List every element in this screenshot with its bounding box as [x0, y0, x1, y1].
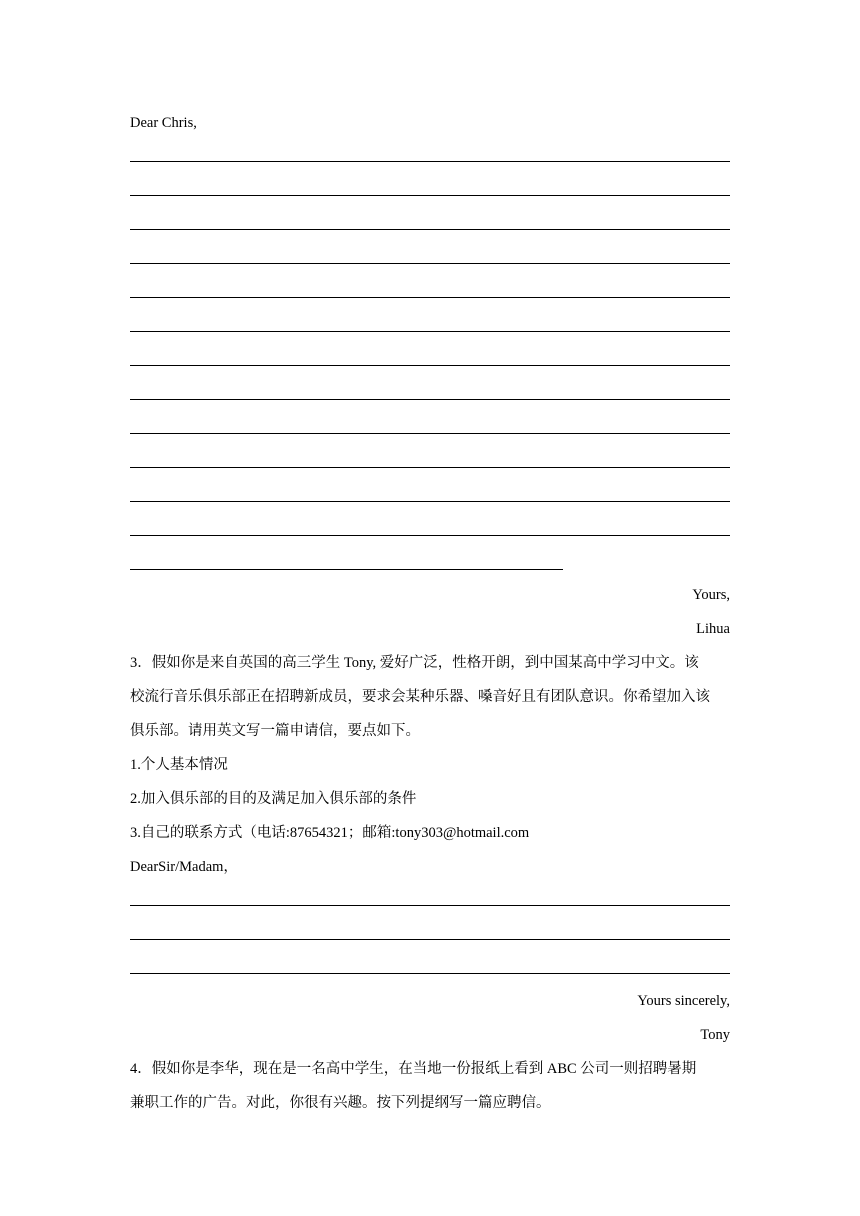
- question4-prompt-line: 4．假如你是李华，现在是一名高中学生，在当地一份报纸上看到 ABC 公司一则招聘暑期: [130, 1061, 697, 1077]
- letter1-closing: Yours,: [692, 587, 730, 603]
- question3-closing: Yours sincerely,: [637, 993, 730, 1009]
- writing-line: [130, 365, 730, 366]
- writing-line: [130, 195, 730, 196]
- writing-line: [130, 535, 730, 536]
- writing-line: [130, 939, 730, 940]
- question3-point: 3.自己的联系方式（电话:87654321；邮箱:tony303@hotmail.com: [130, 825, 530, 841]
- writing-line: [130, 501, 730, 502]
- question3-signature: Tony: [700, 1027, 730, 1043]
- writing-line: [130, 973, 730, 974]
- writing-line: [130, 297, 730, 298]
- writing-line: [130, 229, 730, 230]
- question3-prompt-line: 俱乐部。请用英文写一篇申请信，要点如下。: [130, 723, 420, 739]
- question3-prompt-line: 3．假如你是来自英国的高三学生 Tony, 爱好广泛，性格开朗，到中国某高中学习中文。该: [130, 655, 699, 671]
- writing-line: [130, 569, 563, 570]
- writing-line: [130, 433, 730, 434]
- letter1-salutation: Dear Chris,: [130, 115, 197, 131]
- writing-line: [130, 905, 730, 906]
- question3-prompt-line: 校流行音乐俱乐部正在招聘新成员，要求会某种乐器、嗓音好且有团队意识。你希望加入该: [130, 689, 710, 705]
- writing-line: [130, 263, 730, 264]
- question4-prompt-line: 兼职工作的广告。对此，你很有兴趣。按下列提纲写一篇应聘信。: [130, 1095, 551, 1111]
- question3-point: 1.个人基本情况: [130, 757, 228, 773]
- letter1-signature: Lihua: [696, 621, 730, 637]
- writing-line: [130, 399, 730, 400]
- writing-line: [130, 331, 730, 332]
- question3-salutation: DearSir/Madam，: [130, 859, 238, 875]
- writing-line: [130, 467, 730, 468]
- writing-line: [130, 161, 730, 162]
- question3-point: 2.加入俱乐部的目的及满足加入俱乐部的条件: [130, 791, 417, 807]
